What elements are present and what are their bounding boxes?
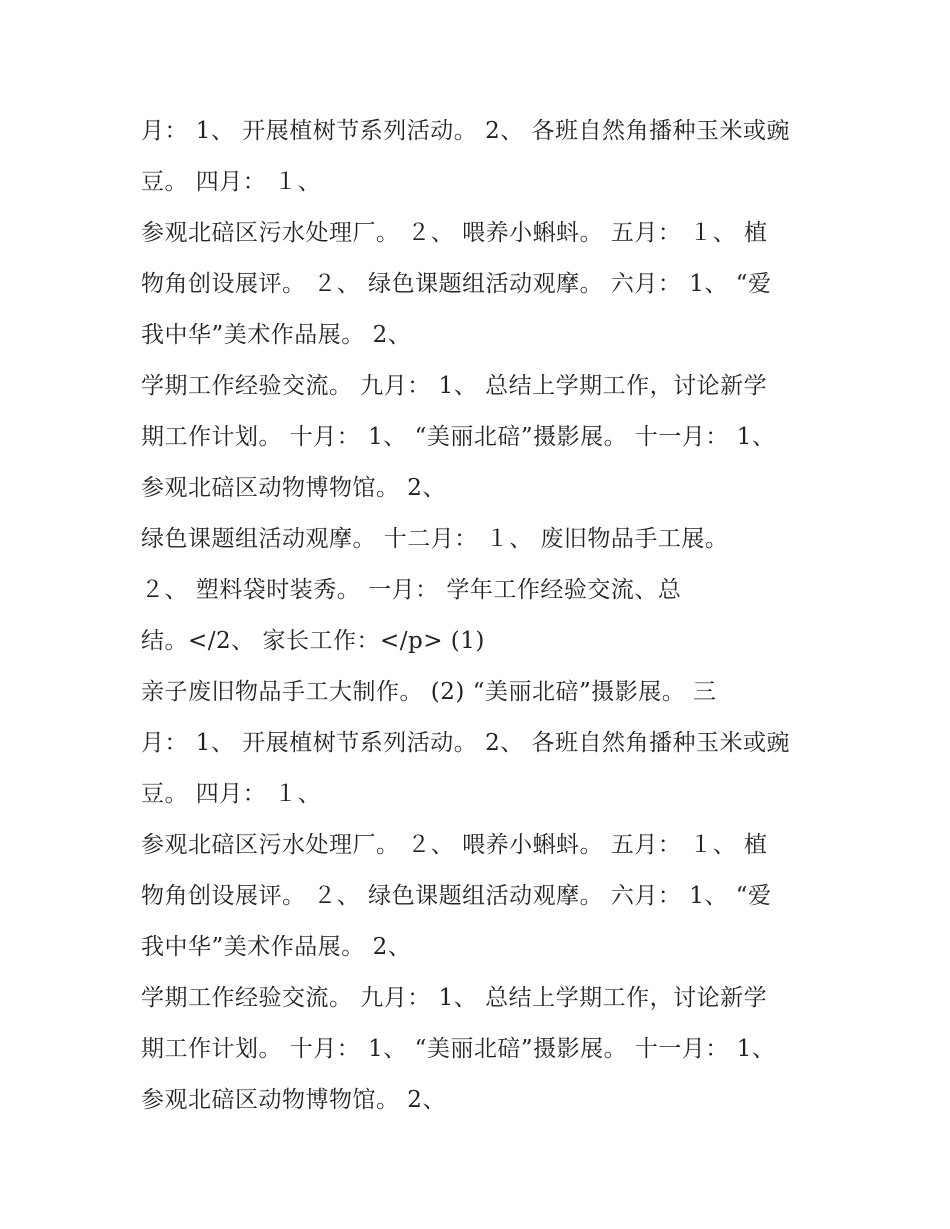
text-line: 月： 1、 开展植树节系列活动。 2、 各班自然角播种玉米或豌 [141,118,791,144]
text-line: 绿色课题组活动观摩。 十二月： １、 废旧物品手工展。 [141,526,729,552]
text-line: 参观北碚区动物博物馆。 2、 [141,475,446,501]
text-line: 亲子废旧物品手工大制作。 (2) “美丽北碚”摄影展。 三 [141,679,717,705]
text-line: 物角创设展评。 ２、 绿色课题组活动观摩。 六月： 1、 “爱 [141,883,772,909]
text-line: 结。</2、 家长工作：</p> (1) [141,628,485,654]
text-line: 豆。 四月： １、 [141,169,322,195]
text-line: 参观北碚区污水处理厂。 ２、 喂养小蝌蚪。 五月： １、 植 [141,832,768,858]
text-line: 我中华”美术作品展。 2、 [141,934,412,960]
text-line: 物角创设展评。 ２、 绿色课题组活动观摩。 六月： 1、 “爱 [141,271,772,297]
text-line: 参观北碚区动物博物馆。 2、 [141,1087,446,1113]
text-line: 学期工作经验交流。 九月： 1、 总结上学期工作，讨论新学 [141,373,768,399]
text-line: 参观北碚区污水处理厂。 ２、 喂养小蝌蚪。 五月： １、 植 [141,220,768,246]
text-line: 月： 1、 开展植树节系列活动。 2、 各班自然角播种玉米或豌 [141,730,791,756]
text-line: 期工作计划。 十月： 1、 “美丽北碚”摄影展。 十一月： 1、 [141,1036,776,1062]
text-line: ２、 塑料袋时装秀。 一月： 学年工作经验交流、总 [141,577,682,603]
text-line: 期工作计划。 十月： 1、 “美丽北碚”摄影展。 十一月： 1、 [141,424,776,450]
text-line: 豆。 四月： １、 [141,781,322,807]
document-body [141,106,841,1126]
text-line: 我中华”美术作品展。 2、 [141,322,412,348]
text-line: 学期工作经验交流。 九月： 1、 总结上学期工作，讨论新学 [141,985,768,1011]
